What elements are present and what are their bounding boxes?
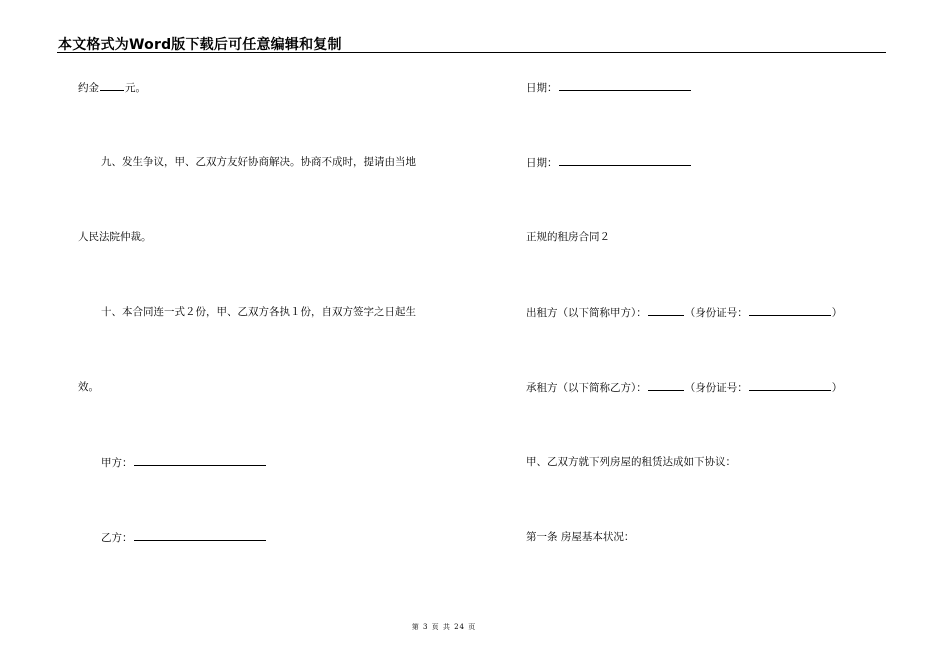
party-b-label: 乙方：	[101, 532, 133, 544]
clause-10-line-2: 效。	[78, 381, 99, 393]
clause-9-line-2: 人民法院仲裁。	[78, 231, 152, 243]
lessor-line	[526, 305, 842, 320]
date-blank-1	[559, 80, 691, 91]
lessor-id-blank	[749, 305, 831, 316]
page-number: 第 3 页 共 24 页	[411, 623, 477, 631]
header-divider	[57, 52, 886, 53]
lessee-id-open: （身份证号：	[684, 382, 748, 394]
date-line-2	[526, 155, 692, 170]
lessee-id-close: ）	[831, 382, 843, 394]
date-label-2: 日期：	[526, 157, 558, 169]
deposit-blank	[100, 80, 124, 91]
lessor-label: 出租方（以下简称甲方）：	[526, 307, 647, 319]
date-line-1	[526, 80, 692, 95]
lessee-line	[526, 380, 842, 395]
clause-10-line-1: 十、本合同连一式２份，甲、乙双方各执１份，自双方签字之日起生	[101, 306, 416, 318]
deposit-line	[78, 80, 146, 95]
contract-title: 正规的租房合同２	[526, 231, 610, 243]
agreement-intro: 甲、乙双方就下列房屋的租赁达成如下协议：	[526, 456, 736, 468]
clause-9-line-1: 九、发生争议，甲、乙双方友好协商解决。协商不成时，提请由当地	[101, 156, 416, 168]
lessor-id-open: （身份证号：	[684, 307, 748, 319]
document-header-title: 本文格式为Word版下载后可任意编辑和复制	[58, 37, 342, 53]
deposit-suffix: 元。	[125, 82, 146, 94]
party-b-signature-line	[101, 530, 267, 545]
party-a-blank	[134, 455, 266, 466]
party-a-signature-line	[101, 455, 267, 470]
lessor-id-close: ）	[831, 307, 843, 319]
date-label-1: 日期：	[526, 82, 558, 94]
party-b-blank	[134, 530, 266, 541]
deposit-prefix: 约金	[78, 82, 99, 94]
lessee-id-blank	[749, 380, 831, 391]
article-1-heading: 第一条 房屋基本状况：	[526, 531, 635, 543]
lessor-name-blank	[648, 305, 684, 316]
lessee-label: 承租方（以下简称乙方）：	[526, 382, 647, 394]
party-a-label: 甲方：	[101, 457, 133, 469]
lessee-name-blank	[648, 380, 684, 391]
date-blank-2	[559, 155, 691, 166]
